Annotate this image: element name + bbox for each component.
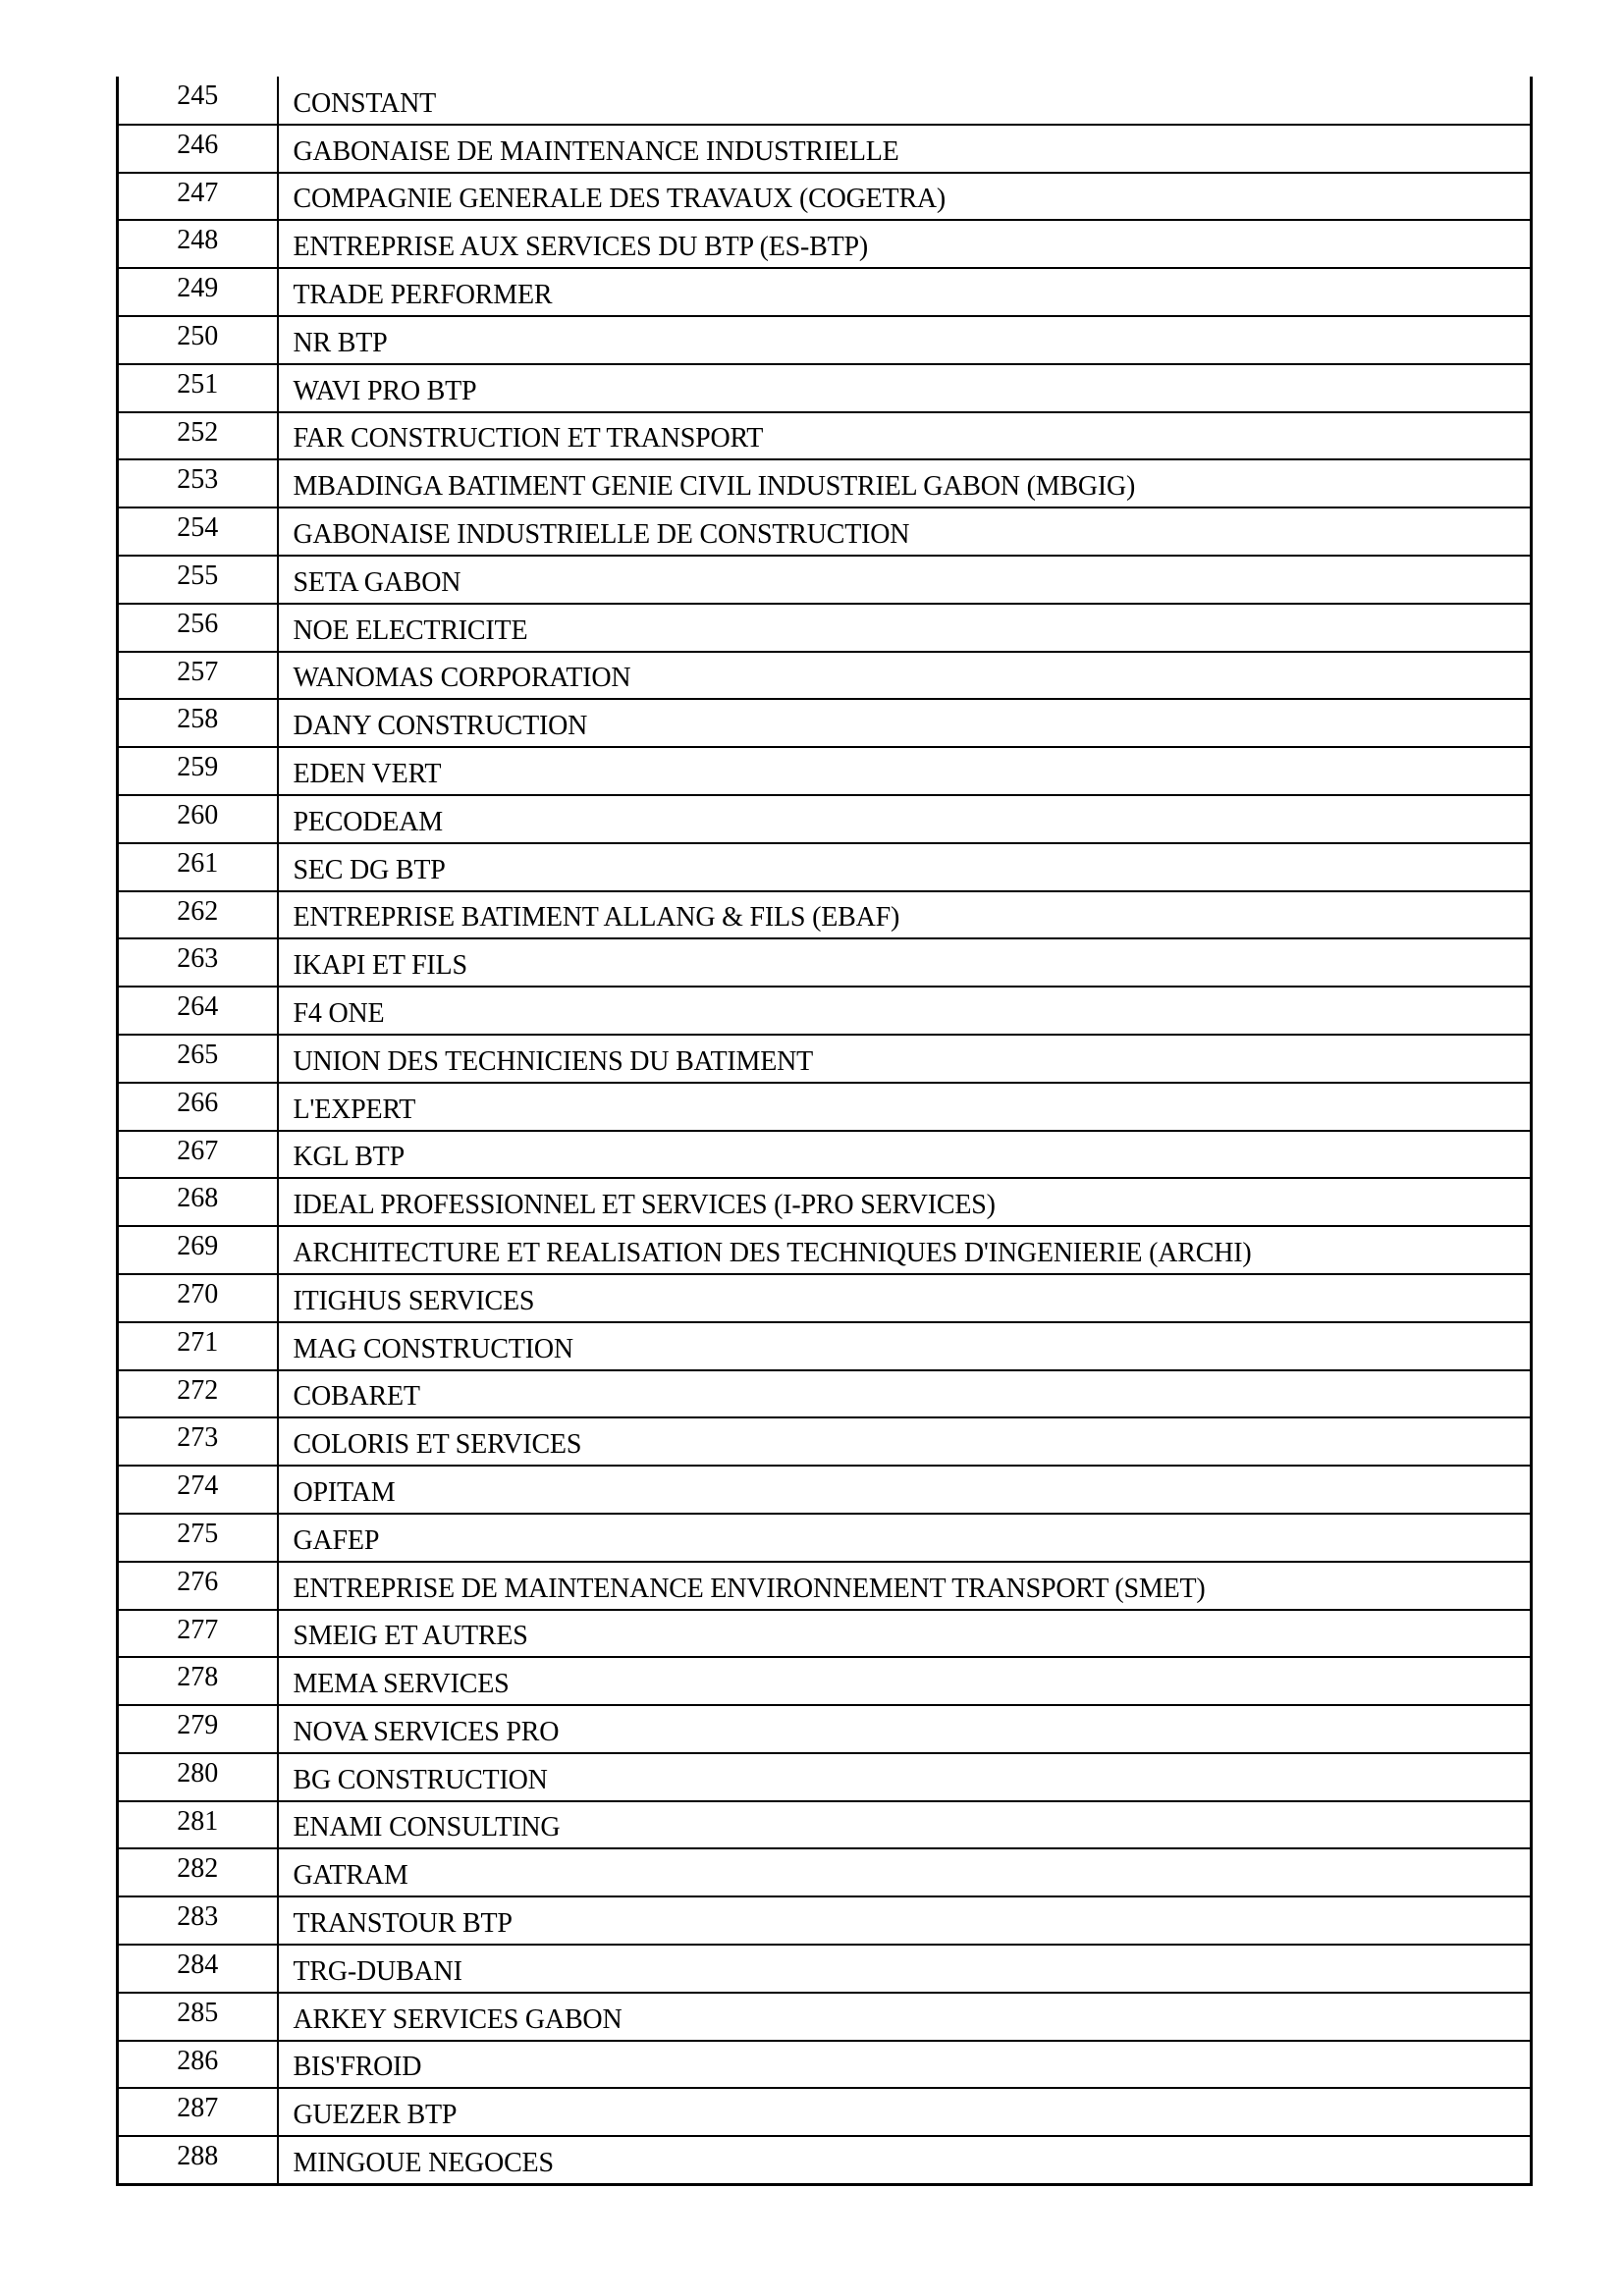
table-row [118,1274,1532,1322]
table-row [118,1993,1532,2041]
row-number: 283 [118,1896,278,1945]
row-number: 260 [118,795,278,843]
company-name: WANOMAS CORPORATION [278,652,1532,700]
row-number: 285 [118,1993,278,2041]
company-name: SMEIG ET AUTRES [278,1610,1532,1658]
company-name: IKAPI ET FILS [278,938,1532,987]
row-number: 269 [118,1226,278,1274]
table-row [118,2136,1532,2184]
table-row [118,1417,1532,1466]
row-number: 276 [118,1562,278,1610]
row-number: 253 [118,459,278,507]
company-name: GATRAM [278,1848,1532,1896]
table-row [118,1562,1532,1610]
company-name: OPITAM [278,1466,1532,1514]
row-number: 277 [118,1610,278,1658]
company-name: ITIGHUS SERVICES [278,1274,1532,1322]
table-row [118,747,1532,795]
table-row [118,412,1532,460]
table-row [118,891,1532,939]
row-number: 248 [118,220,278,268]
row-number: 274 [118,1466,278,1514]
table-row [118,268,1532,316]
company-name: TRG-DUBANI [278,1945,1532,1993]
company-name: ARCHITECTURE ET REALISATION DES TECHNIQUES D'INGENIERIE (ARCHI) [278,1226,1532,1274]
row-number: 254 [118,507,278,556]
company-name: WAVI PRO BTP [278,364,1532,412]
row-number: 287 [118,2088,278,2136]
row-number: 270 [118,1274,278,1322]
company-name: ENTREPRISE DE MAINTENANCE ENVIRONNEMENT TRANSPORT (SMET) [278,1562,1532,1610]
row-number: 282 [118,1848,278,1896]
company-name: BG CONSTRUCTION [278,1753,1532,1801]
table-row [118,1466,1532,1514]
company-name: BIS'FROID [278,2041,1532,2089]
table-row [118,173,1532,221]
company-name: GUEZER BTP [278,2088,1532,2136]
row-number: 252 [118,412,278,460]
table-row [118,556,1532,604]
company-name: IDEAL PROFESSIONNEL ET SERVICES (I-PRO SERVICES) [278,1178,1532,1226]
table-row [118,843,1532,891]
row-number: 255 [118,556,278,604]
row-number: 250 [118,316,278,364]
row-number: 257 [118,652,278,700]
company-name: TRANSTOUR BTP [278,1896,1532,1945]
table-row [118,1035,1532,1083]
table-row [118,699,1532,747]
company-list-table [116,77,1533,2186]
company-name: MEMA SERVICES [278,1657,1532,1705]
company-name: TRADE PERFORMER [278,268,1532,316]
table-row [118,316,1532,364]
company-name: ENTREPRISE AUX SERVICES DU BTP (ES-BTP) [278,220,1532,268]
row-number: 263 [118,938,278,987]
table-row [118,2041,1532,2089]
row-number: 258 [118,699,278,747]
row-number: 256 [118,604,278,652]
row-number: 281 [118,1801,278,1849]
table-row [118,604,1532,652]
table-row [118,507,1532,556]
row-number: 280 [118,1753,278,1801]
row-number: 267 [118,1131,278,1179]
table-row [118,1322,1532,1370]
table-row [118,364,1532,412]
table-row [118,1131,1532,1179]
table-row [118,125,1532,173]
company-name: COMPAGNIE GENERALE DES TRAVAUX (COGETRA) [278,173,1532,221]
table-row [118,1848,1532,1896]
row-number: 272 [118,1370,278,1418]
row-number: 278 [118,1657,278,1705]
company-list-body [118,77,1532,2184]
company-name: NOVA SERVICES PRO [278,1705,1532,1753]
row-number: 279 [118,1705,278,1753]
row-number: 286 [118,2041,278,2089]
row-number: 249 [118,268,278,316]
company-name: CONSTANT [278,77,1532,125]
row-number: 247 [118,173,278,221]
table-row [118,1178,1532,1226]
row-number: 275 [118,1514,278,1562]
row-number: 265 [118,1035,278,1083]
table-row [118,2088,1532,2136]
table-row [118,1657,1532,1705]
company-name: GABONAISE DE MAINTENANCE INDUSTRIELLE [278,125,1532,173]
table-row [118,1514,1532,1562]
company-name: FAR CONSTRUCTION ET TRANSPORT [278,412,1532,460]
company-name: PECODEAM [278,795,1532,843]
company-name: NOE ELECTRICITE [278,604,1532,652]
table-row [118,77,1532,125]
row-number: 268 [118,1178,278,1226]
company-name: MINGOUE NEGOCES [293,2147,554,2178]
company-name: EDEN VERT [278,747,1532,795]
table-row [118,1610,1532,1658]
table-row [118,987,1532,1035]
table-row [118,1753,1532,1801]
table-row [118,1801,1532,1849]
row-number: 284 [118,1945,278,1993]
company-name: SEC DG BTP [278,843,1532,891]
company-name: NR BTP [278,316,1532,364]
table-row [118,1896,1532,1945]
company-name: ENAMI CONSULTING [278,1801,1532,1849]
company-name: ARKEY SERVICES GABON [278,1993,1532,2041]
table-row [118,652,1532,700]
company-name: MBADINGA BATIMENT GENIE CIVIL INDUSTRIEL GABON (MBGIG) [278,459,1532,507]
company-name: KGL BTP [278,1131,1532,1179]
row-number: 245 [118,77,278,125]
row-number: 261 [118,843,278,891]
row-number: 266 [118,1083,278,1131]
table-row [118,1945,1532,1993]
table-row [118,1226,1532,1274]
table-row [118,1083,1532,1131]
company-name: L'EXPERT [278,1083,1532,1131]
table-row [118,1370,1532,1418]
row-number: 251 [118,364,278,412]
company-name: GABONAISE INDUSTRIELLE DE CONSTRUCTION [278,507,1532,556]
row-number: 262 [118,891,278,939]
row-number: 246 [118,125,278,173]
company-name: GAFEP [278,1514,1532,1562]
table-row [118,938,1532,987]
row-number: 271 [118,1322,278,1370]
company-name: COBARET [278,1370,1532,1418]
row-number: 264 [118,987,278,1035]
company-name: COLORIS ET SERVICES [278,1417,1532,1466]
table-row [118,1705,1532,1753]
table-row [118,459,1532,507]
company-name: SETA GABON [278,556,1532,604]
company-name: MAG CONSTRUCTION [278,1322,1532,1370]
table-row [118,220,1532,268]
company-name: UNION DES TECHNICIENS DU BATIMENT [278,1035,1532,1083]
company-name: DANY CONSTRUCTION [278,699,1532,747]
row-number: 259 [118,747,278,795]
company-name: ENTREPRISE BATIMENT ALLANG & FILS (EBAF) [278,891,1532,939]
table-row [118,795,1532,843]
company-name: F4 ONE [278,987,1532,1035]
row-number: 273 [118,1417,278,1466]
row-number: 288 [118,2136,278,2184]
